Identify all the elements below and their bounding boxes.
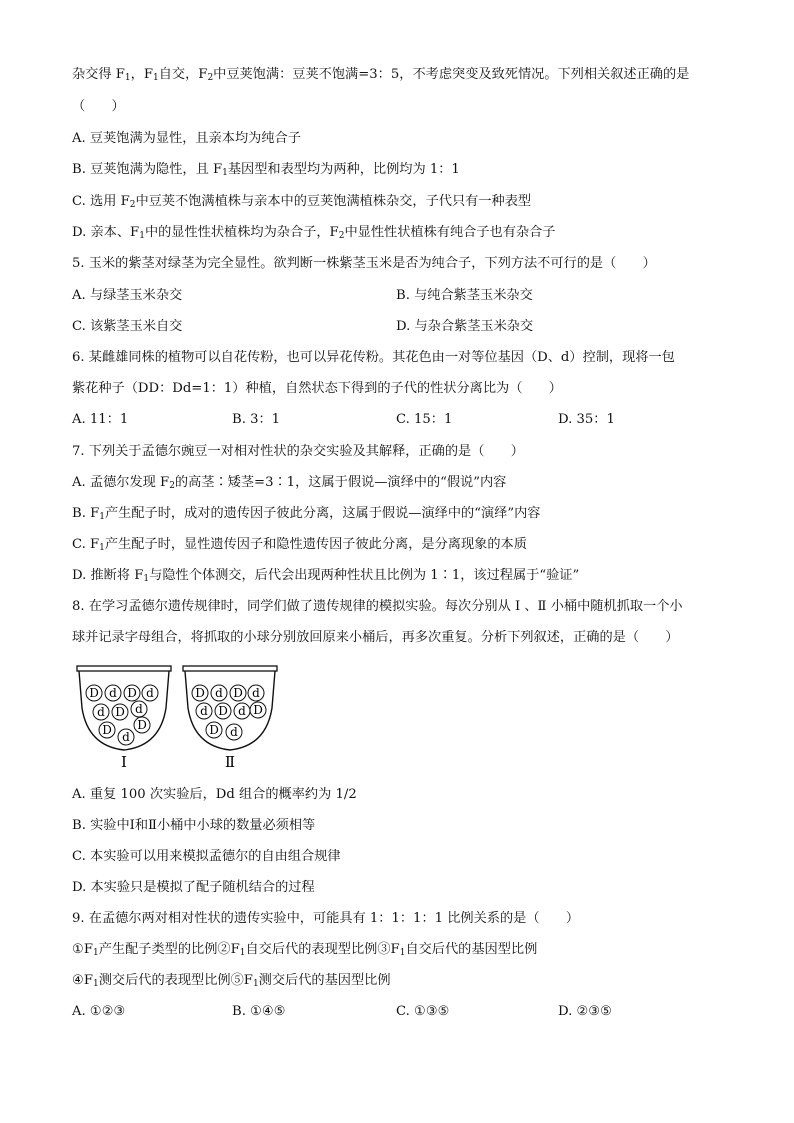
- q8-option-a: A. 重复 100 次实验后，Dd 组合的概率约为 1/2: [72, 787, 357, 802]
- bucket-1-balls: [86, 685, 158, 745]
- ball-label: d: [146, 686, 154, 700]
- ball-label: D: [89, 686, 99, 700]
- q5-option-a: A. 与绿茎玉米杂交: [72, 288, 183, 303]
- bucket-1-figure: [76, 664, 172, 774]
- q8-option-b: B. 实验中Ⅰ和Ⅱ小桶中小球的数量必须相等: [72, 818, 316, 833]
- q5-stem: 5. 玉米的紫茎对绿茎为完全显性。欲判断一株紫茎玉米是否为纯合子，下列方法不可行的是（ ）: [72, 256, 656, 271]
- q5-options-row2: [72, 318, 722, 336]
- bucket-1-svg: [76, 664, 172, 770]
- bucket-1-rim: [77, 666, 171, 671]
- q9-option-b: B. ①④⑤: [232, 1004, 286, 1019]
- ball-label: D: [127, 686, 137, 700]
- q7-option-a: A. 孟德尔发现 $F_2$的高茎∶矮茎=3∶1，这属于假说—演绎中的“假说”内容: [72, 475, 507, 491]
- q8-stem-line1: 8. 在学习孟德尔遗传规律时，同学们做了遗传规律的模拟实验。每次分别从 Ⅰ 、Ⅱ 小桶中随机抓取一个小: [72, 599, 683, 614]
- q8-option-d: D. 本实验只是模拟了配子随机结合的过程: [72, 880, 315, 895]
- q4-intro: 杂交得 $F_1$，$F_1$自交，$F_2$中豆荚饱满：豆荚不饱满=3：5，不考虑突变及致死情况。下列相关叙述正确的是: [72, 67, 690, 83]
- bucket-2-rim: [183, 666, 277, 671]
- q4-option-b: B. 豆荚饱满为隐性，且 $F_1$基因型和表型均为两种，比例均为 1：1: [72, 162, 460, 178]
- ball-label: D: [253, 703, 263, 717]
- q7-option-c: C. $F_1$产生配子时，显性遗传因子和隐性遗传因子彼此分离，是分离现象的本质: [72, 537, 527, 553]
- ball-label: d: [135, 702, 143, 716]
- ball-label: D: [218, 704, 228, 718]
- q6-option-b: B. 3：1: [232, 412, 281, 427]
- q7-option-d: D. 推断将 $F_1$与隐性个体测交，后代会出现两种性状且比例为 1∶1，该过程属于“验证”: [72, 568, 580, 584]
- q8-stem-line2: 球并记录字母组合，将抓取的小球分别放回原来小桶后，再多次重复。分析下列叙述，正确的是（ ）: [72, 630, 679, 645]
- q6-option-c: C. 15：1: [396, 412, 453, 427]
- ball-label: d: [238, 704, 246, 718]
- q6-stem-line2: 紫花种子（DD：Dd=1：1）种植，自然状态下得到的子代的性状分离比为（ ）: [72, 381, 562, 396]
- q9-stem: 9. 在孟德尔两对相对性状的遗传实验中，可能具有 1：1：1：1 比例关系的是（ ）: [72, 911, 580, 926]
- q5-option-c: C. 该紫茎玉米自交: [72, 319, 183, 334]
- ball-label: D: [102, 723, 112, 737]
- bucket-2-svg: [182, 664, 278, 770]
- q8-option-c: C. 本实验可以用来模拟孟德尔的自由组合规律: [72, 849, 341, 864]
- bucket-2-balls: [192, 685, 266, 740]
- q6-option-d: D. 35：1: [558, 412, 615, 427]
- ball-label: D: [233, 686, 243, 700]
- q5-option-b: B. 与纯合紫茎玉米杂交: [396, 288, 533, 303]
- ball-label: d: [230, 725, 238, 739]
- ball-label: d: [109, 686, 117, 700]
- q4-option-c: C. 选用 $F_2$中豆荚不饱满植株与亲本中的豆荚饱满植株杂交，子代只有一种表型: [72, 194, 532, 210]
- q4-paren: （ ）: [72, 99, 125, 114]
- q5-option-d: D. 与杂合紫茎玉米杂交: [396, 319, 534, 334]
- ball-label: d: [122, 730, 130, 744]
- ball-label: D: [137, 718, 147, 732]
- q9-items-line1: $①F_1$产生配子类型的比例$②F_1$自交后代的表现型比例$③F_1$自交后代的基因型比例: [72, 942, 538, 958]
- q9-option-d: D. ②③⑤: [558, 1004, 612, 1019]
- ball-label: d: [97, 705, 105, 719]
- ball-label: D: [195, 686, 205, 700]
- q7-stem: 7. 下列关于孟德尔豌豆一对相对性状的杂交实验及其解释，正确的是（ ）: [72, 444, 524, 459]
- bucket-1-label: Ⅰ: [121, 753, 127, 770]
- q9-option-a: A. ①②③: [72, 1004, 126, 1019]
- ball-label: d: [252, 686, 260, 700]
- q9-options: [72, 1003, 722, 1021]
- q6-stem-line1: 6. 某雌雄同株的植物可以自花传粉，也可以异花传粉。其花色由一对等位基因（D、d）控制，现将一包: [72, 350, 675, 365]
- ball-label: D: [115, 705, 125, 719]
- q9-option-c: C. ①③⑤: [396, 1004, 450, 1019]
- q7-option-b: B. $F_1$产生配子时，成对的遗传因子彼此分离，这属于假说—演绎中的“演绎”内容: [72, 506, 541, 522]
- q9-items-line2: $④F_1$测交后代的表现型比例$⑤F_1$测交后代的基因型比例: [72, 973, 391, 989]
- q6-options: [72, 411, 722, 429]
- q4-option-d: D. 亲本、$F_1$中的显性性状植株均为杂合子，$F_2$中显性性状植株有纯合子也有杂合子: [72, 225, 556, 241]
- q4-option-a: A. 豆荚饱满为显性，且亲本均为纯合子: [72, 131, 301, 146]
- bucket-2-figure: [182, 664, 278, 774]
- ball-label: D: [209, 723, 219, 737]
- bucket-2-label: Ⅱ: [224, 753, 236, 770]
- ball-label: d: [215, 686, 223, 700]
- ball-label: d: [200, 704, 208, 718]
- q6-option-a: A. 11：1: [72, 412, 129, 427]
- q5-options-row1: [72, 287, 722, 305]
